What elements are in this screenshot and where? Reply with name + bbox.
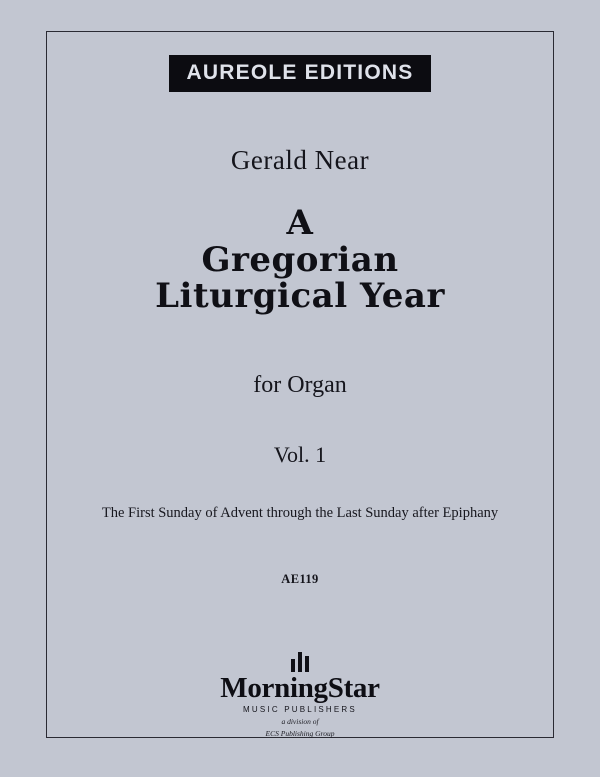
organ-pipes-icon xyxy=(0,650,600,672)
title-block xyxy=(0,205,600,315)
pipe-bar-3 xyxy=(305,656,309,672)
composer-name: Gerald Near xyxy=(230,145,370,175)
publisher-banner-label: AUREOLE EDITIONS xyxy=(169,55,432,92)
volume-label: Vol. 1 xyxy=(273,442,327,467)
title-line-3: Liturgical Year xyxy=(155,276,445,317)
instrumentation-subtitle: for Organ xyxy=(253,372,347,398)
publisher-logo-name: MorningStar xyxy=(220,672,380,704)
title-line-2: Gregorian xyxy=(201,239,399,280)
publisher-logo-tagline: MUSIC PUBLISHERS xyxy=(243,705,357,714)
title-line-1: A xyxy=(286,203,314,243)
publisher-division-line-2: ECS Publishing Group xyxy=(265,729,335,739)
catalog-number: AE119 xyxy=(281,572,319,586)
contents-description: The First Sunday of Advent through the Last Sunday after Epiphany xyxy=(101,505,499,521)
pipe-bar-1 xyxy=(291,659,295,672)
publisher-banner xyxy=(0,55,600,92)
pipe-bar-2 xyxy=(298,652,302,672)
publisher-division-line-1: a division of xyxy=(281,717,319,726)
publisher-logo xyxy=(0,650,600,739)
